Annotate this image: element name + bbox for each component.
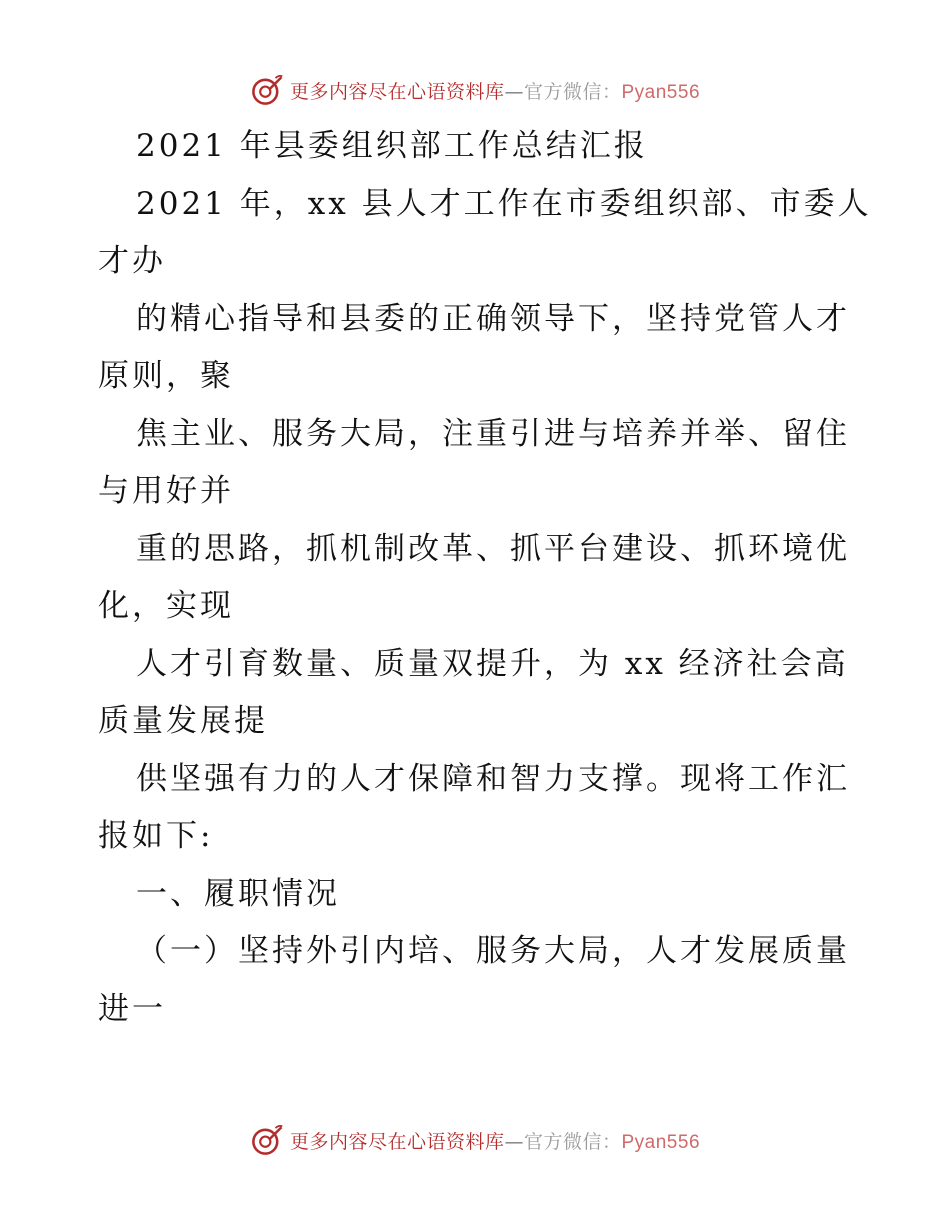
watermark-text [290,77,700,104]
paragraph-line: 质量发展提 [98,703,268,739]
paragraph-line: 2021 年，xx 县人才工作在市委组织部、市委人 [136,185,872,222]
document-title: 2021 年县委组织部工作总结汇报 [136,128,648,164]
paragraph-line: 重的思路，抓机制改革、抓平台建设、抓环境优 [136,530,850,567]
header-watermark-banner [0,70,950,110]
paragraph-line: 人才引育数量、质量双提升，为 xx 经济社会高 [136,645,849,682]
brand-logo-icon [250,1123,284,1157]
watermark-content [250,1123,700,1157]
brand-logo-icon [250,73,284,107]
section-heading: 一、履职情况 [136,875,340,912]
paragraph-line: 才办 [98,243,166,279]
watermark-content [250,73,700,107]
paragraph-line: 化，实现 [98,588,234,624]
paragraph-line: 供坚强有力的人才保障和智力支撑。现将工作汇 [136,760,850,797]
document-body [98,118,872,1038]
paragraph-line: 与用好并 [98,473,234,509]
watermark-wechat-id: Pyan556 [621,81,701,103]
paragraph-line: 报如下: [98,818,214,854]
watermark-main: 更多内容尽在心语资料库 [289,80,505,103]
watermark-main: 更多内容尽在心语资料库 [289,1130,505,1153]
paragraph-line: 的精心指导和县委的正确领导下，坚持党管人才 [136,300,850,337]
paragraph-line: 原则，聚 [98,358,234,394]
watermark-dash: — [504,1130,524,1153]
watermark-wechat-id: Pyan556 [621,1131,701,1153]
subsection-heading: （一）坚持外引内培、服务大局，人才发展质量 [136,933,850,969]
watermark-label: 官方微信： [523,1130,622,1153]
footer-watermark-banner [0,1120,950,1160]
watermark-text [290,1127,700,1154]
paragraph-line: 焦主业、服务大局，注重引进与培养并举、留住 [136,415,850,452]
paragraph-line: 进一 [98,990,166,1027]
watermark-dash: — [504,80,524,103]
watermark-label: 官方微信： [523,80,622,103]
